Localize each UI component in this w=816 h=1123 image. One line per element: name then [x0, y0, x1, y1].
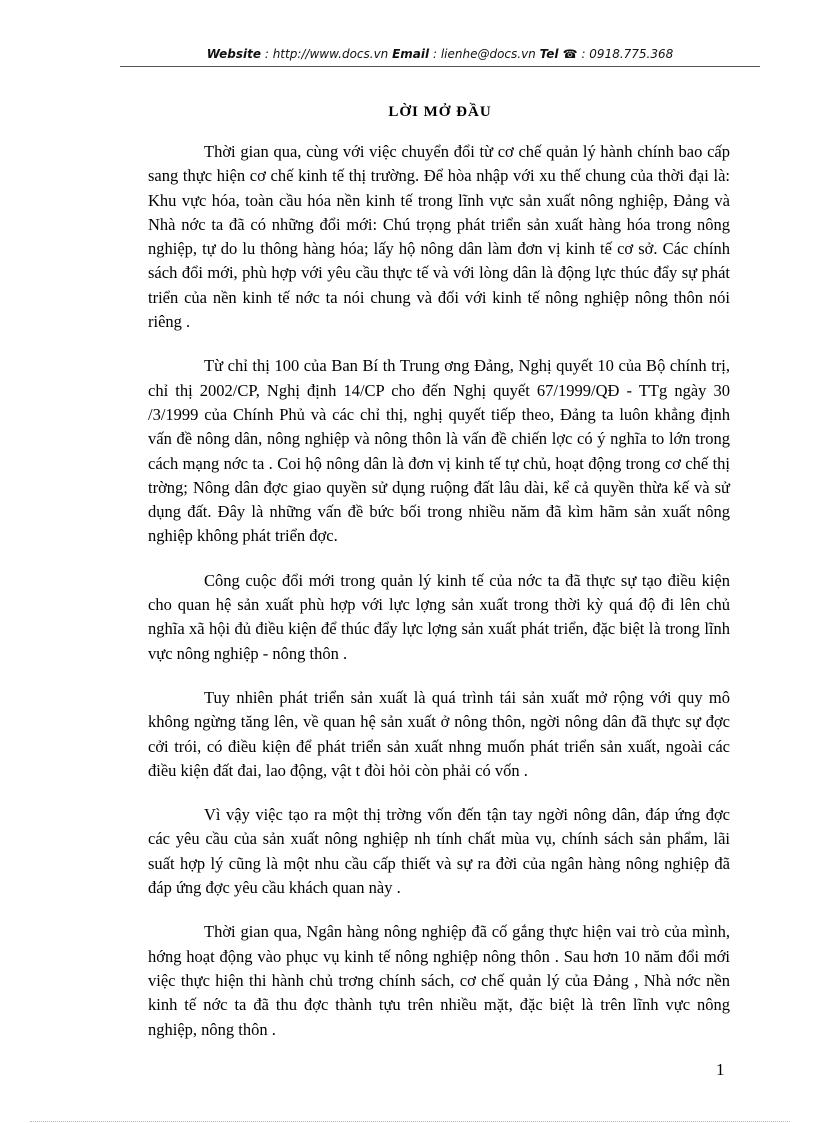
- tel-value: : 0918.775.368: [577, 47, 674, 61]
- page-header: [120, 47, 760, 61]
- website-value: : http://www.docs.vn: [261, 47, 393, 61]
- paragraph-3: Công cuộc đổi mới trong quản lý kinh tế của nớc ta đã thực sự tạo điều kiện cho quan hệ sản xuất phù hợp với lực lợng sản xuất trong thời kỳ quá độ đi lên chủ nghĩa xã hội đủ điều kiện để thúc đẩy lực lợng sản xuất phát triển, đặc biệt là trong lĩnh vực nông nghiệp - nông thôn .: [148, 570, 730, 663]
- paragraph-5: Vì vậy việc tạo ra một thị trờng vốn đến tận tay ngời nông dân, đáp ứng đợc các yêu cầu của sản xuất nông nghiệp nh tính chất mùa vụ, chính sách sản phẩm, lãi suất hợp lý cũng là một nhu cầu cấp thiết và sự ra đời của ngân hàng nông nghiệp đã đáp ứng đợc yêu cầu khách quan này .: [148, 805, 730, 898]
- paragraph-4: Tuy nhiên phát triển sản xuất là quá trình tái sản xuất mở rộng với quy mô không ngừng tăng lên, về quan hệ sản xuất ở nông thôn, ngời nông dân đã thực sự đợc cởi trói, có điều kiện để phát triển sản xuất nhng muốn phát triển sản xuất, ngoài các điều kiện đất đai, lao động, vật t đòi hỏi còn phải có vốn .: [148, 687, 730, 780]
- phone-icon: ☎: [558, 47, 578, 61]
- website-label: Website: [206, 47, 262, 61]
- paragraph-6: Thời gian qua, Ngân hàng nông nghiệp đã cố gắng thực hiện vai trò của mình, hớng hoạt động vào phục vụ kinh tế nông nghiệp nông thôn . Sau hơn 10 năm đổi mới việc thực hiện thi hành chủ trơng chính sách, cơ chế quản lý của Đảng , Nhà nớc nền kinh tế nớc ta đã thu đợc thành tựu trên nhiều mặt, đặc biệt là trên lĩnh vực nông nghiệp, nông thôn .: [148, 922, 730, 1039]
- email-value: : lienhe@docs.vn: [429, 47, 540, 61]
- page-number: 1: [716, 1060, 725, 1079]
- page-bottom-border: [30, 1121, 790, 1122]
- document-body: [148, 140, 730, 1062]
- paragraph-2: Từ chỉ thị 100 của Ban Bí th Trung ơng Đảng, Nghị quyết 10 của Bộ chính trị, chỉ thị 2002/CP, Nghị định 14/CP cho đến Nghị quyết 67/1999/QĐ - TTg ngày 30 /3/1999 của Chính Phủ và các chỉ thị, nghị quyết tiếp theo, Đảng ta luôn khẳng định vấn đề nông dân, nông nghiệp và nông thôn là vấn đề chiến lợc có ý nghĩa to lớn trong cách mạng nớc ta . Coi hộ nông dân là đơn vị kinh tế tự chủ, hoạt động trong cơ chế thị trờng; Nông dân đợc giao quyền sử dụng ruộng đất lâu dài, kể cả quyền thừa kế và sử dụng đất. Đây là những vấn đề bức bối trong nhiều năm đã kìm hãm sản xuất nông nghiệp không phát triển đợc.: [148, 356, 730, 546]
- page-title: LỜI MỞ ĐẦU: [388, 104, 492, 120]
- email-label: Email: [392, 47, 430, 61]
- header-divider: [120, 66, 760, 67]
- paragraph-1: Thời gian qua, cùng với việc chuyển đổi từ cơ chế quản lý hành chính bao cấp sang thực hiện cơ chế kinh tế thị trường. Để hòa nhập với xu thế chung của thời đại là: Khu vực hóa, toàn cầu hóa nền kinh tế trong lĩnh vực sản xuất nông nghiệp, Đảng và Nhà nớc ta đã có những đổi mới: Chú trọng phát triển sản xuất hàng hóa trong nông nghiệp, tự do lu thông hàng hóa; lấy hộ nông dân làm đơn vị kinh tế cơ sở. Các chính sách đổi mới, phù hợp với yêu cầu thực tế và với lòng dân là động lực thúc đẩy sự phát triển của nền kinh tế nớc ta nói chung và đối với kinh tế nông nghiệp nông thôn nói riêng .: [148, 142, 730, 332]
- tel-label: Tel: [539, 47, 559, 61]
